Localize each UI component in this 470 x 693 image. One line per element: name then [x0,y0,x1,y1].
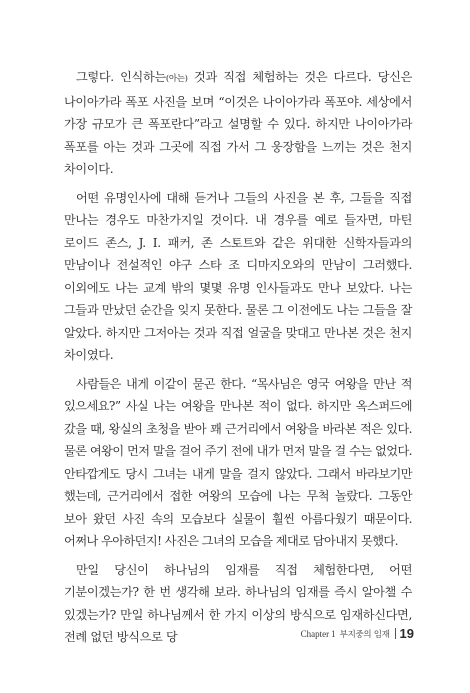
chapter-title: 부지중의 임재 [339,629,390,640]
page-number: 19 [399,626,414,641]
paragraph-1-small-annotation: (아는) [165,74,188,84]
paragraph-3: 사람들은 내게 이같이 묻곤 한다. “목사님은 영국 여왕을 만난 적 있으세요?” 사실 나는 여왕을 만나본 적이 없다. 하지만 옥스퍼드에 갔을 때, 왕실의 초청을 받아 꽤 근거리에서 여왕을 바라본 적은 있다. 물론 여왕이 먼저 말을 걸어 주기 전에 내가 먼저 말을 걸 수는 없었다. 안타깝게도 당시 그녀는 내게 말을 걸지 않았다. 그래서 바라보기만 했는데, 근거리에서 접한 여왕의 모습에 나는 무척 놀랐다. 그동안 보아 왔던 사진 속의 모습보다 실물이 훨씬 아름다웠기 때문이다. 어쩌나 우아하던지! 사진은 그녀의 모습을 제대로 담아내지 못했다. [64,376,412,548]
paragraph-2: 어떤 유명인사에 대해 듣거나 그들의 사진을 본 후, 그들을 직접 만나는 경우도 마찬가지일 것이다. 내 경우를 예로 들자면, 마틴 로이드 존스, J. I. 패커, 존 스토트와 같은 위대한 신학자들과의 만남이나 전설적인 야구 스타 조 디마지오와의 만남이 그러했다. 이외에도 나는 교계 밖의 몇몇 유명 인사들과도 만나 보았다. 나는 그들과 만났던 순간을 잊지 못한다. 물론 그 이전에도 나는 그들을 잘 알았다. 하지만 그저아는 것과 직접 얼굴을 맞대고 만나본 것은 천지 차이였다. [64,190,412,362]
chapter-label: Chapter [300,628,330,639]
footer-divider [395,628,396,639]
page-footer [301,626,414,641]
chapter-number: 1 [331,628,336,639]
body-text [64,66,412,655]
paragraph-1 [64,66,412,181]
paragraph-1-text-before: 그렇다. 인식하는 [76,70,166,84]
paragraph-4: 만일 당신이 하나님의 임재를 직접 체험한다면, 어떤 기분이겠는가? 한 번 생각해 보라. 하나님의 임재를 즉시 알아챌 수 있겠는가? 만일 하나님께서 한 가지 이상의 방식으로 임재하신다면, 전례 없던 방식으로 당 [64,562,412,644]
paragraph-1-text-after: 것과 직접 체험하는 것은 다르다. 당신은 나이아가라 폭포 사진을 보며 “이것은 나이아가라 폭포야. 세상에서 가장 규모가 큰 폭포란다”라고 설명할 수 있다. 하지만 나이아가라 폭포를 아는 것과 그곳에 직접 가서 그 웅장함을 느끼는 것은 천지 차이이다. [64,70,412,176]
